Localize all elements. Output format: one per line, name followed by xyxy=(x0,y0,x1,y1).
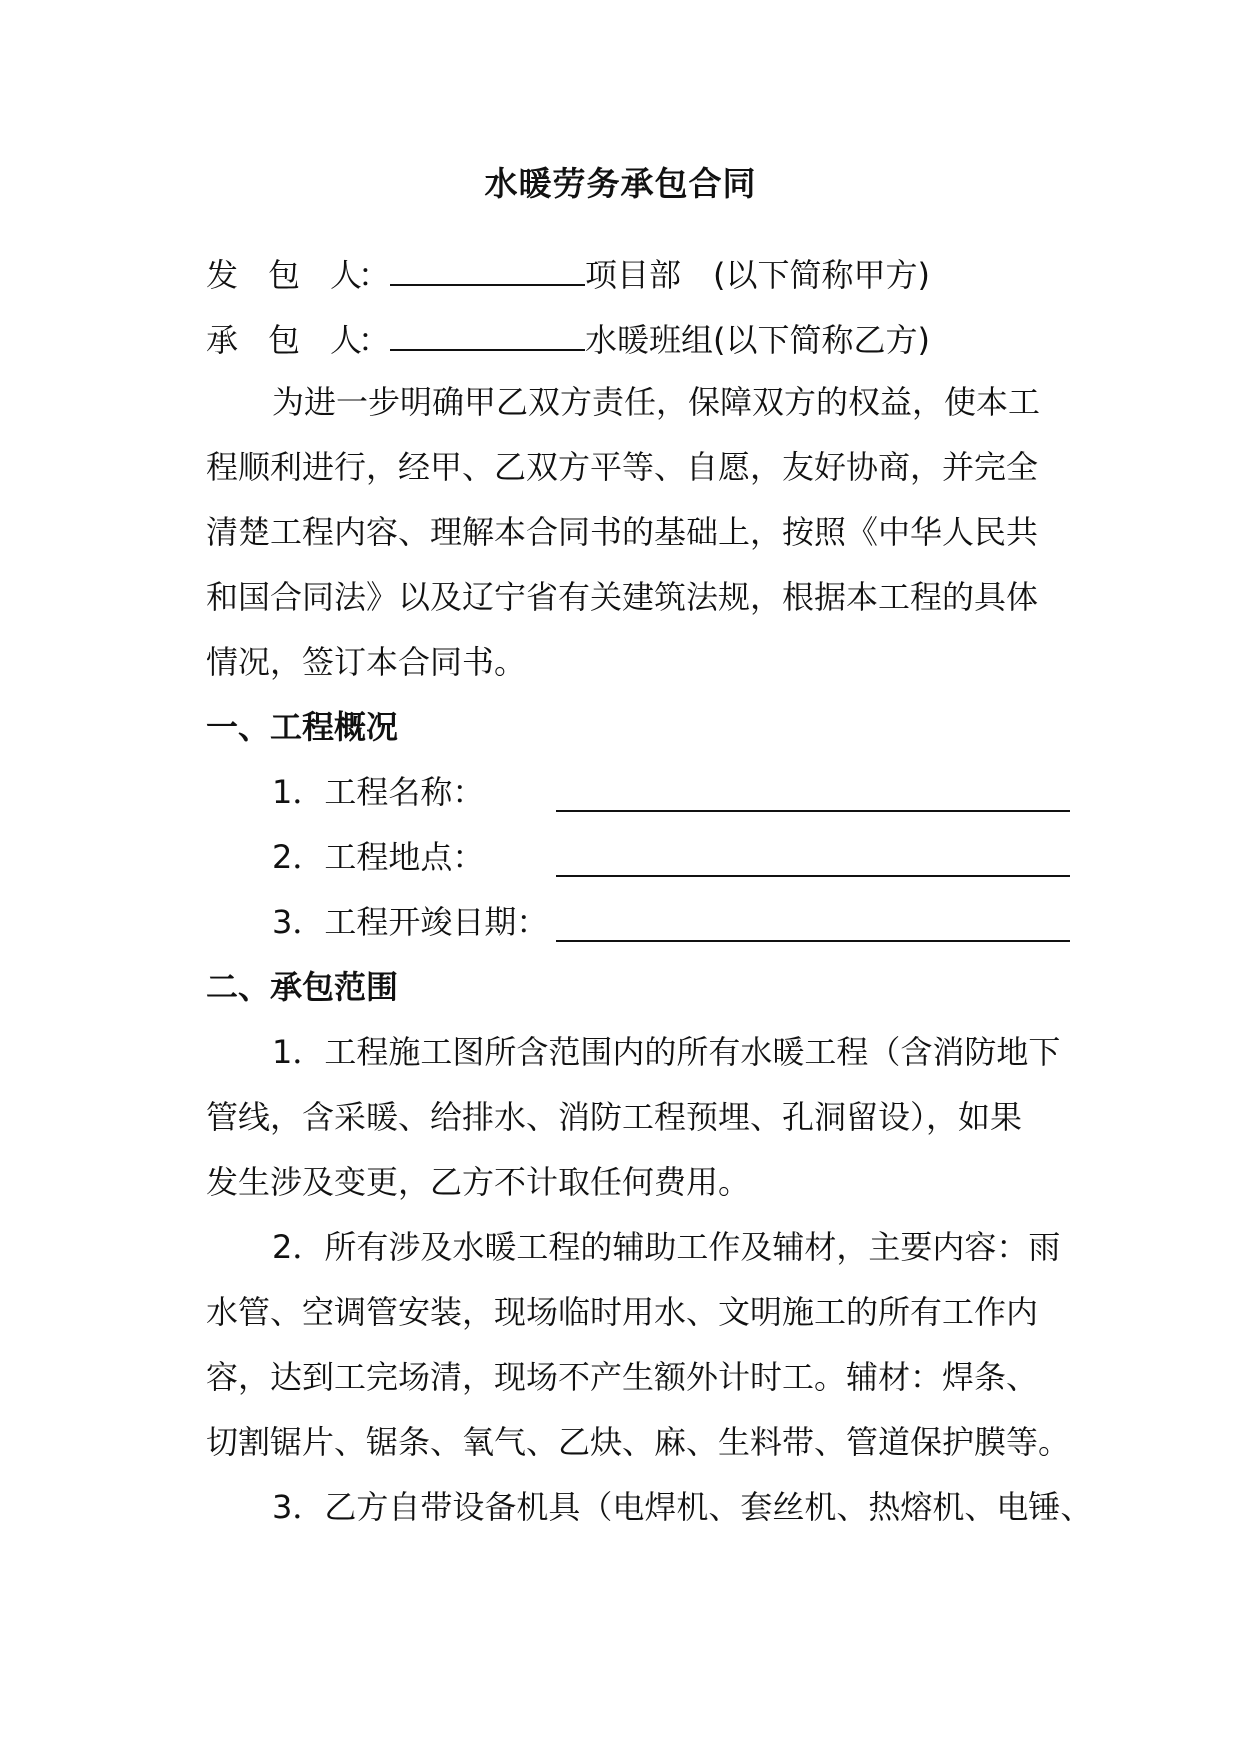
party-a-suffix: 项目部 (以下简称甲方) xyxy=(585,256,930,294)
scope-line-7: 切割锯片、锯条、氧气、乙炔、麻、生料带、管道保护膜等。 xyxy=(206,1423,1071,1461)
intro-line-2: 程顺利进行，经甲、乙双方平等、自愿，友好协商，并完全 xyxy=(206,448,1039,486)
project-location-label: 2．工程地点： xyxy=(272,838,485,876)
party-b-line xyxy=(206,313,930,364)
party-a-label-2: 包 xyxy=(268,256,301,294)
party-a-blank xyxy=(390,248,585,286)
party-b-label-2: 包 xyxy=(268,321,301,359)
project-dates-label: 3．工程开竣日期： xyxy=(272,903,549,941)
project-location-blank xyxy=(556,875,1070,877)
party-b-label-1: 承 xyxy=(206,321,239,359)
scope-line-8: 3．乙方自带设备机具（电焊机、套丝机、热熔机、电锤、 xyxy=(272,1488,1093,1526)
intro-line-3: 清楚工程内容、理解本合同书的基础上，按照《中华人民共 xyxy=(206,513,1039,551)
scope-line-4: 2．所有涉及水暖工程的辅助工作及辅材，主要内容：雨 xyxy=(272,1228,1061,1266)
document-title: 水暖劳务承包合同 xyxy=(484,164,757,203)
party-b-blank xyxy=(390,313,585,351)
party-b-label-3: 人 xyxy=(330,321,363,359)
intro-line-1: 为进一步明确甲乙双方责任，保障双方的权益，使本工 xyxy=(272,383,1041,421)
party-b-suffix: 水暖班组(以下简称乙方) xyxy=(585,321,930,359)
intro-line-4: 和国合同法》以及辽宁省有关建筑法规，根据本工程的具体 xyxy=(206,578,1039,616)
section-1-heading: 一、工程概况 xyxy=(206,708,399,746)
scope-line-5: 水管、空调管安装，现场临时用水、文明施工的所有工作内 xyxy=(206,1293,1039,1331)
party-a-label-3: 人 xyxy=(330,256,363,294)
project-dates-blank xyxy=(556,940,1070,942)
project-name-blank xyxy=(556,810,1070,812)
section-2-heading: 二、承包范围 xyxy=(206,968,399,1006)
party-a-colon: ： xyxy=(358,256,391,294)
scope-line-6: 容，达到工完场清，现场不产生额外计时工。辅材：焊条、 xyxy=(206,1358,1039,1396)
scope-line-2: 管线，含采暖、给排水、消防工程预埋、孔洞留设），如果 xyxy=(206,1098,1023,1136)
party-a-line xyxy=(206,248,930,299)
scope-line-3: 发生涉及变更，乙方不计取任何费用。 xyxy=(206,1163,751,1201)
party-b-colon: ： xyxy=(358,321,391,359)
scope-line-1: 1．工程施工图所含范围内的所有水暖工程（含消防地下 xyxy=(272,1033,1061,1071)
party-a-label-1: 发 xyxy=(206,256,239,294)
intro-line-5: 情况，签订本合同书。 xyxy=(206,643,527,681)
project-name-label: 1．工程名称： xyxy=(272,773,485,811)
